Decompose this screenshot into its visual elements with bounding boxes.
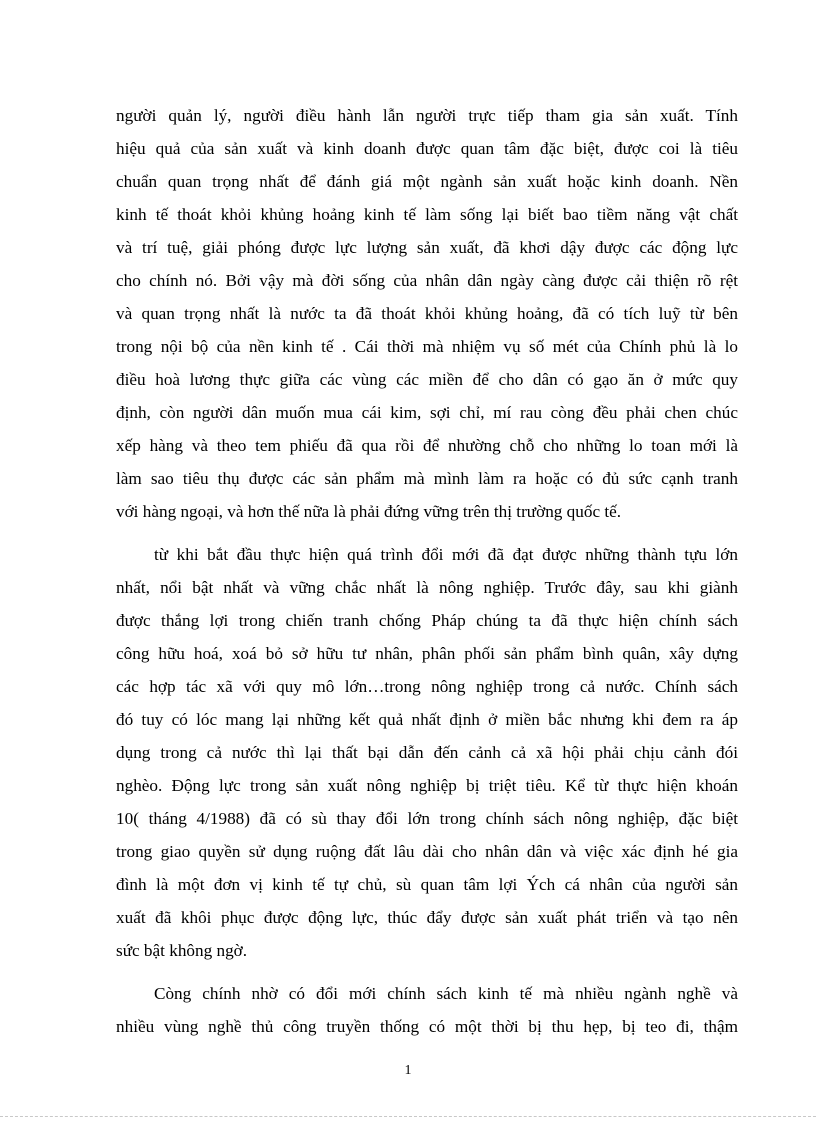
text-line: được thắng lợi trong chiến tranh chống Pháp chúng ta đã thực hiện chính sách: [116, 611, 738, 630]
text-line: định, còn người dân muốn mua cái kim, sợi chỉ, mí rau còng đều phải chen chúc: [116, 403, 738, 422]
page-number: 1: [404, 1063, 412, 1078]
text-line: hiệu quả của sản xuất và kinh doanh được quan tâm đặc biệt, được coi là tiêu: [116, 139, 738, 158]
text-line: 10( tháng 4/1988) đã có sù thay đổi lớn trong chính sách nông nghiệp, đặc biệt: [116, 809, 738, 828]
text-line: người quản lý, người điều hành lẫn người trực tiếp tham gia sản xuất. Tính: [116, 106, 738, 125]
text-line: kinh tế thoát khỏi khủng hoảng kinh tế làm sống lại biết bao tiềm năng vật chất: [116, 205, 738, 224]
text-line: từ khi bắt đầu thực hiện quá trình đổi mới đã đạt được những thành tựu lớn: [154, 545, 738, 564]
text-line: đình là một đơn vị kinh tế tự chủ, sù quan tâm lợi Ých cá nhân của người sản: [116, 875, 738, 894]
text-line: nhiều vùng nghề thủ công truyền thống có một thời bị thu hẹp, bị teo đi, thậm: [116, 1017, 738, 1036]
text-line: sức bật không ngờ.: [116, 941, 248, 960]
text-line: nhất, nổi bật nhất và vững chắc nhất là nông nghiệp. Trước đây, sau khi giành: [116, 578, 738, 597]
page-boundary-divider: [0, 1116, 816, 1117]
text-line: xếp hàng và theo tem phiếu đã qua rồi để nhường chỗ cho những lo toan mới là: [116, 436, 738, 455]
text-line: dụng trong cả nước thì lại thất bại dẫn đến cảnh cả xã hội phải chịu cảnh đói: [116, 743, 738, 762]
text-line: và quan trọng nhất là nước ta đã thoát khỏi khủng hoảng, đã có tích luỹ từ bên: [116, 304, 738, 323]
text-line: Còng chính nhờ có đổi mới chính sách kinh tế mà nhiều ngành nghề và: [154, 984, 738, 1003]
text-line: xuất đã khôi phục được động lực, thúc đẩy được sản xuất phát triển và tạo nên: [116, 908, 738, 927]
text-line: với hàng ngoại, và hơn thế nữa là phải đứng vững trên thị trường quốc tế.: [116, 502, 622, 521]
text-line: làm sao tiêu thụ được các sản phẩm mà mình làm ra hoặc có đủ sức cạnh tranh: [116, 469, 738, 488]
text-line: cho chính nó. Bởi vậy mà đời sống của nhân dân ngày càng được cải thiện rõ rệt: [116, 271, 738, 290]
text-line: các hợp tác xã với quy mô lớn…trong nông nghiệp trong cả nước. Chính sách: [116, 677, 738, 696]
text-line: công hữu hoá, xoá bỏ sở hữu tư nhân, phân phối sản phẩm bình quân, xây dựng: [116, 644, 738, 663]
text-line: nghèo. Động lực trong sản xuất nông nghiệp bị triệt tiêu. Kể từ thực hiện khoán: [116, 776, 738, 795]
text-line: đó tuy có lóc mang lại những kết quả nhất định ở miền bắc nhưng khi đem ra áp: [116, 710, 738, 729]
text-line: trong giao quyền sử dụng ruộng đất lâu dài cho nhân dân và việc xác định hé gia: [116, 842, 738, 861]
text-line: trong nội bộ của nền kinh tế . Cái thời mà nhiệm vụ số mét của Chính phủ là lo: [116, 337, 738, 356]
text-line: điều hoà lương thực giữa các vùng các miền để cho dân có gạo ăn ở mức quy: [116, 370, 738, 389]
text-line: và trí tuệ, giải phóng được lực lượng sản xuất, đã khơi dậy được các động lực: [116, 238, 738, 257]
text-line: chuẩn quan trọng nhất để đánh giá một ngành sản xuất hoặc kinh doanh. Nền: [116, 172, 738, 191]
